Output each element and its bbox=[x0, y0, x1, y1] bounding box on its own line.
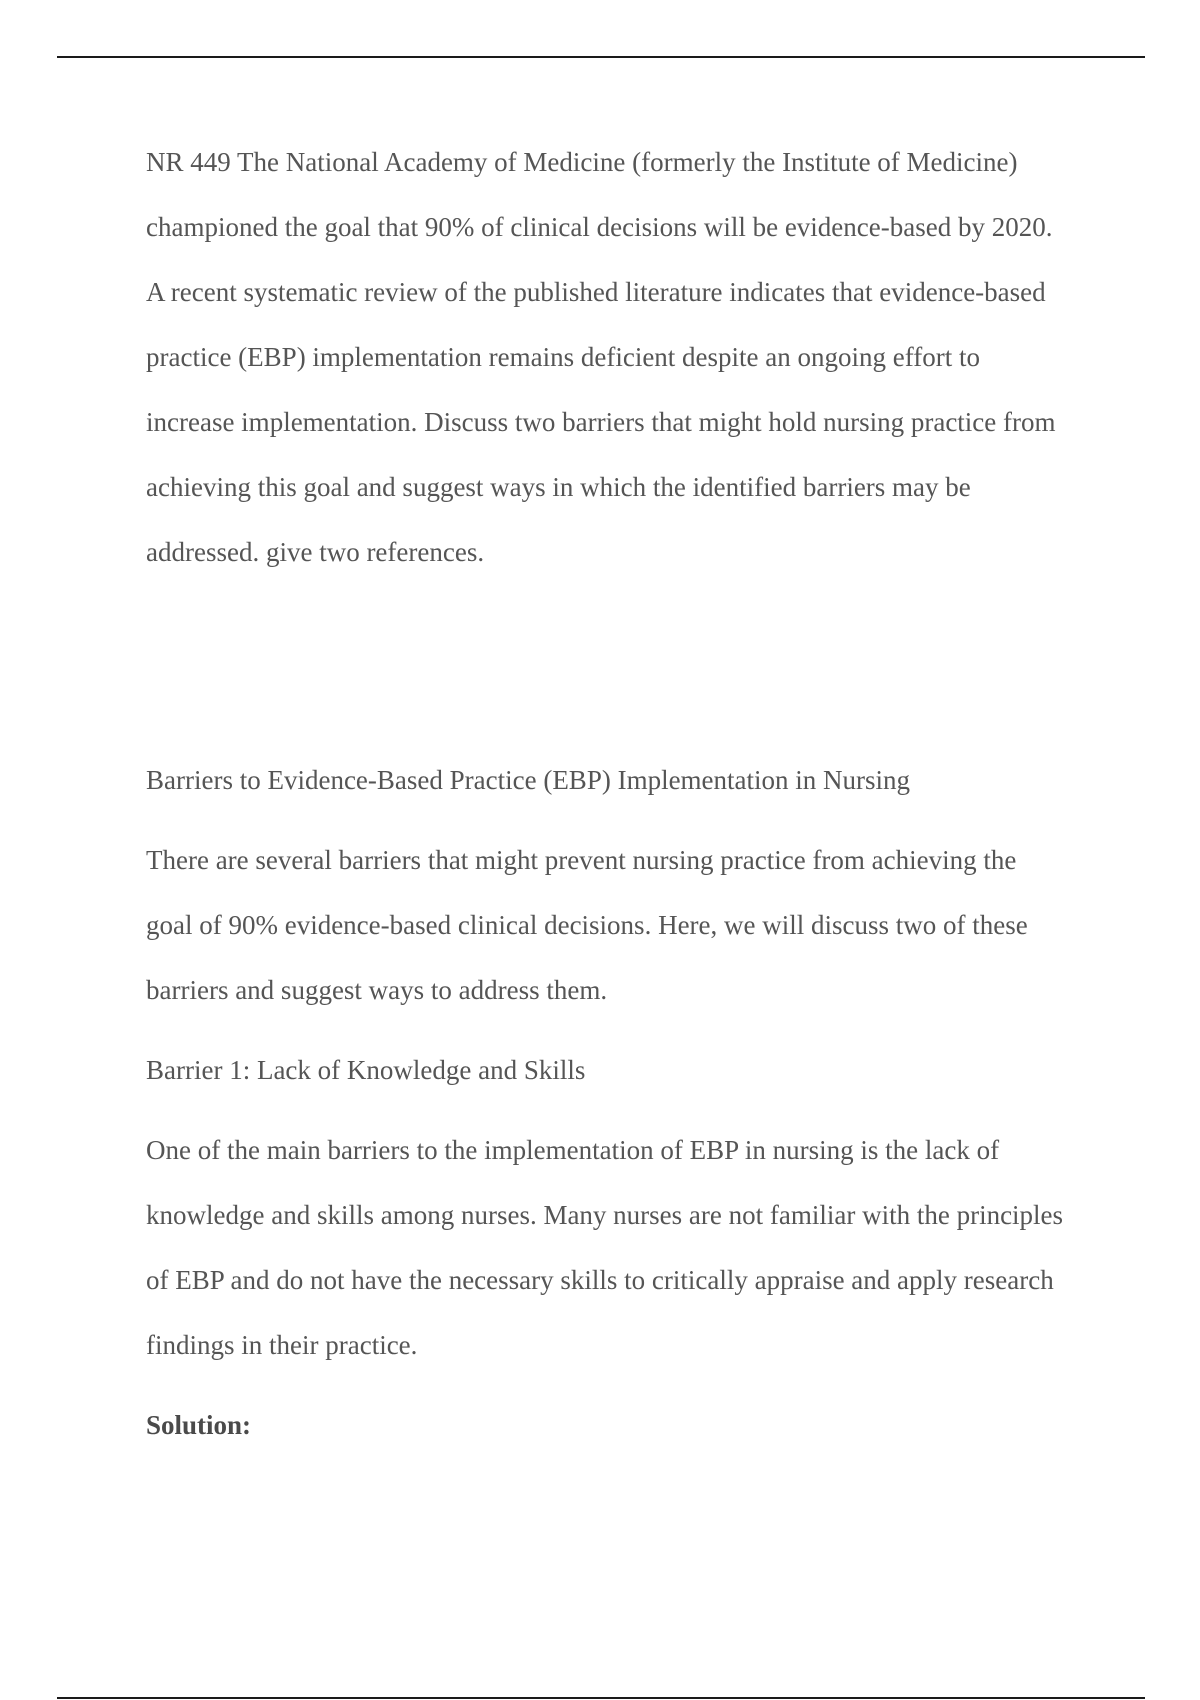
barrier-1-paragraph: One of the main barriers to the implementation of EBP in nursing is the lack of knowledge and skills among nurses. Many nurses are not familiar with the principles of EBP and do not have the necessary skills to critically appraise and apply research findings in their practice. bbox=[146, 1135, 1064, 1360]
bottom-rule bbox=[57, 1697, 1145, 1699]
top-rule bbox=[57, 56, 1145, 58]
barrier-1-heading: Barrier 1: Lack of Knowledge and Skills bbox=[146, 1055, 586, 1085]
answer-title: Barriers to Evidence-Based Practice (EBP) Implementation in Nursing bbox=[146, 765, 911, 795]
question-paragraph: NR 449 The National Academy of Medicine (formerly the Institute of Medicine) championed the goal that 90% of clinical decisions will be evidence-based by 2020. A recent systematic review of the published literature indicates that evidence-based practice (EBP) implementation remains deficient despite an ongoing effort to increase implementation. Discuss two barriers that might hold nursing practice from achieving this goal and suggest ways in which the identified barriers may be addressed. give two references. bbox=[146, 147, 1056, 567]
intro-paragraph: There are several barriers that might prevent nursing practice from achieving the goal of 90% evidence-based clinical decisions. Here, we will discuss two of these barriers and suggest ways to address them. bbox=[146, 845, 1028, 1005]
solution-label: Solution: bbox=[146, 1410, 252, 1440]
